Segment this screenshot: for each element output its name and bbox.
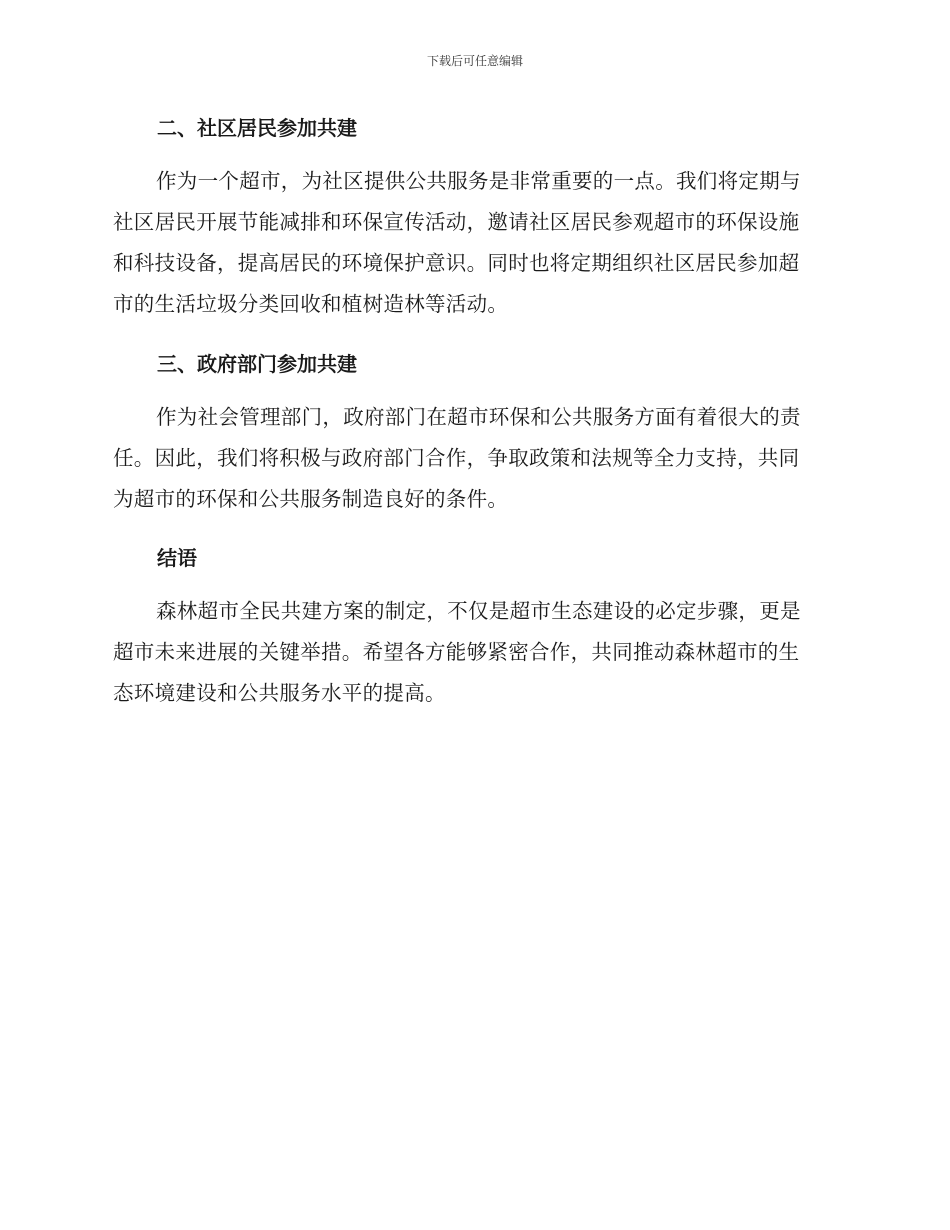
section-heading-conclusion: 结语 xyxy=(157,546,197,570)
paragraph-line: 作为社会管理部门，政府部门在超市环保和公共服务方面有着很大的责 xyxy=(156,405,801,429)
paragraph-line: 超市未来进展的关键举措。希望各方能够紧密合作，共同推动森林超市的生 xyxy=(113,640,800,664)
section-heading-community: 二、社区居民参加共建 xyxy=(157,116,357,140)
section-heading-government: 三、政府部门参加共建 xyxy=(157,352,357,376)
paragraph-line: 市的生活垃圾分类回收和植树造林等活动。 xyxy=(113,292,509,316)
paragraph-line: 任。因此，我们将积极与政府部门合作，争取政策和法规等全力支持，共同 xyxy=(113,446,800,470)
paragraph-government xyxy=(113,397,831,520)
page-header: 下载后可任意编辑 xyxy=(426,54,523,68)
paragraph-line: 和科技设备，提高居民的环境保护意识。同时也将定期组织社区居民参加超 xyxy=(113,251,800,275)
paragraph-line: 森林超市全民共建方案的制定，不仅是超市生态建设的必定步骤，更是 xyxy=(156,599,801,623)
paragraph-conclusion xyxy=(113,591,831,714)
paragraph-line: 社区居民开展节能减排和环保宣传活动，邀请社区居民参观超市的环保设施 xyxy=(113,210,800,234)
paragraph-line: 为超市的环保和公共服务制造良好的条件。 xyxy=(113,487,509,511)
paragraph-line: 态环境建设和公共服务水平的提高。 xyxy=(113,681,446,705)
paragraph-community xyxy=(113,161,831,325)
paragraph-line: 作为一个超市，为社区提供公共服务是非常重要的一点。我们将定期与 xyxy=(156,169,801,193)
